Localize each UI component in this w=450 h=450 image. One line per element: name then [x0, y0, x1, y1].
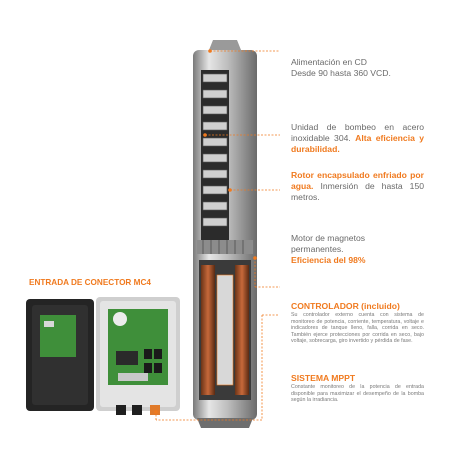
rotor-callout — [291, 170, 424, 203]
power-line-1: Alimentación en CD — [291, 57, 367, 67]
pump-unit-text: Unidad de bombeo en acero inoxidable 304. — [291, 122, 424, 143]
motor-highlight: Eficiencia del 98% — [291, 255, 366, 265]
rotor-highlight: Rotor encapsulado enfriado por agua. — [291, 170, 424, 191]
controller-title: CONTROLADOR (incluido) — [291, 301, 400, 311]
mppt-callout — [291, 373, 424, 404]
pump-unit-highlight: Alta eficiencia y durabilidad. — [291, 133, 424, 154]
mppt-title: SISTEMA MPPT — [291, 373, 356, 383]
power-callout — [291, 57, 441, 79]
pump-unit-callout — [291, 122, 424, 155]
pump-image — [175, 40, 275, 430]
power-line-2: Desde 90 hasta 360 VCD. — [291, 68, 391, 78]
mppt-body: Constante monitoreo de la potencia de entrada disponible para maximizar el desempeño de la bomba según la irradiancia. — [291, 384, 424, 404]
rotor-text: Inmersión de hasta 150 metros. — [291, 181, 424, 202]
connector-title: ENTRADA DE CONECTOR MC4 — [29, 278, 151, 287]
motor-text: Motor de magnetos permanentes. — [291, 233, 366, 254]
controller-image — [24, 293, 184, 421]
controller-body: Su controlador externo cuenta con sistema de monitoreo de potencia, corriente, temperatura, voltaje e indicadores de tanque lleno, falla, corrida en seco. También ejerce protecciones por corrida en seco, bajo voltaje, sobrecarga, giro invertido y pérdida de fase. — [291, 312, 424, 345]
motor-callout — [291, 233, 401, 266]
controller-callout — [291, 301, 424, 345]
